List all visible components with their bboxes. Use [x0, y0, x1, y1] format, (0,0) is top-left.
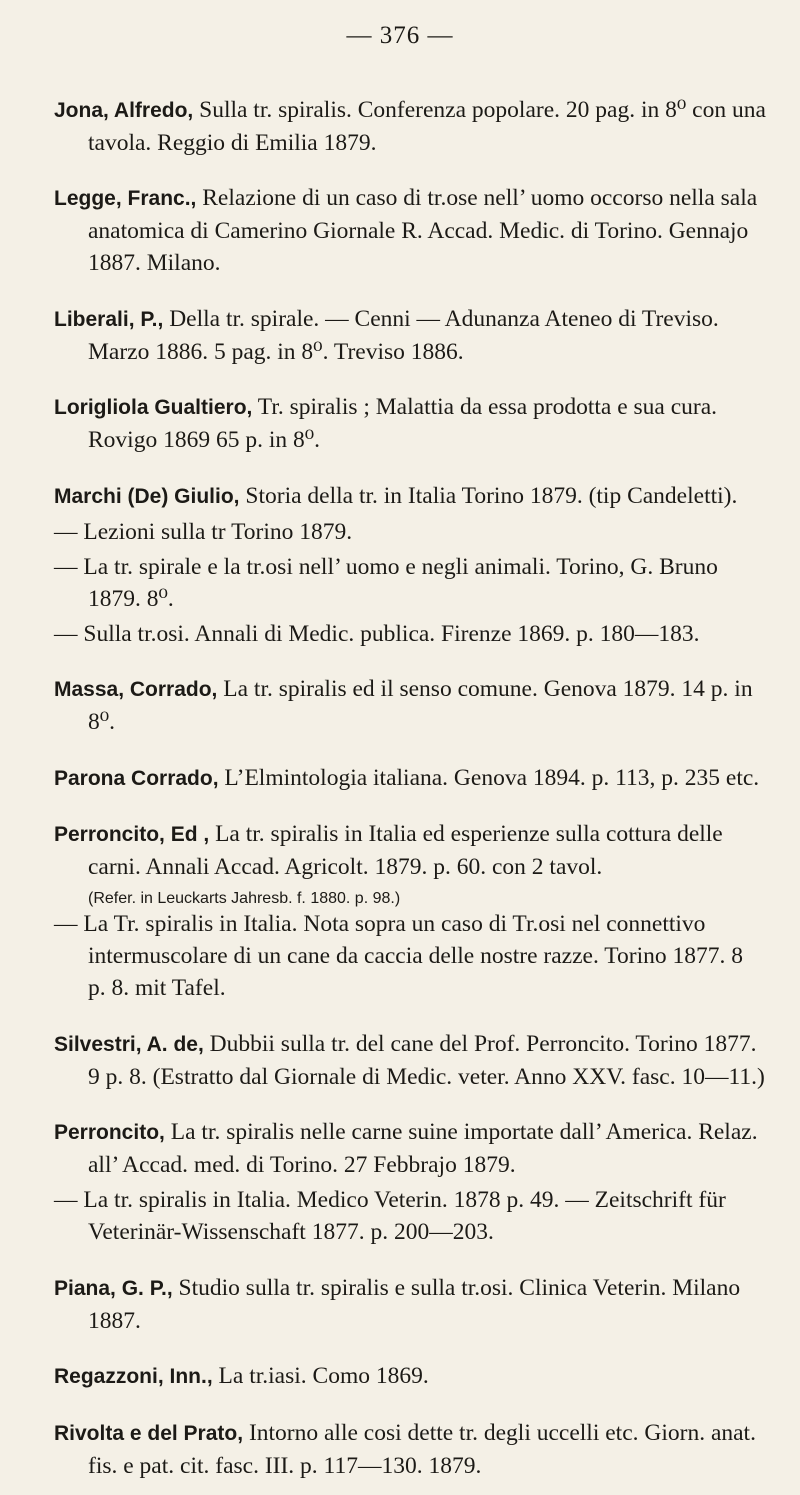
- entry-text: L’Elmintologia italiana. Genova 1894. p. 113, p. 235 etc.: [218, 764, 760, 791]
- entry-author: Massa, Corrado,: [54, 678, 218, 701]
- bibliography-entry: [54, 182, 766, 279]
- entry-text: La tr. spiralis in Italia ed esperienze sulla cottura delle carni. Annali Accad. Agricolt. 1879. p. 60. con 2 tavol.: [88, 821, 723, 880]
- entry-author: Silvestri, A. de,: [54, 1032, 204, 1056]
- bibliography-entry: [54, 516, 766, 548]
- entry-text: — La tr. spiralis in Italia. Medico Veterin. 1878 p. 49. — Zeitschrift für Veterinär-Wissenschaft 1877. p. 200—203.: [54, 1187, 726, 1245]
- bibliography-entry: [54, 618, 766, 650]
- page-number: — 376 —: [346, 22, 454, 49]
- entry-text: — La Tr. spiralis in Italia. Nota sopra un caso di Tr.osi nel connettivo intermuscolare di un cane da caccia delle nostre razze. Torino 1877. 8 p. 8. mit Tafel.: [54, 911, 743, 1001]
- entry-text: — Sulla tr.osi. Annali di Medic. publica. Firenze 1869. p. 180—183.: [54, 620, 700, 647]
- bibliography-entry: [54, 1028, 766, 1093]
- bibliography-entry: [54, 1360, 766, 1393]
- bibliography-entry: [54, 94, 766, 159]
- bibliography-entry: [54, 1116, 766, 1181]
- entry-author: Piana, G. P.,: [54, 1276, 173, 1300]
- entry-text: Della tr. spirale. — Cenni — Adunanza Ateneo di Treviso. Marzo 1886. 5 pag. in 8⁰. Treviso 1886.: [88, 305, 719, 365]
- bibliography-entry: [54, 303, 766, 368]
- bibliography-entry: [54, 1184, 766, 1248]
- bibliography-entry: [54, 818, 766, 883]
- entry-author: Jona, Alfredo,: [54, 98, 194, 122]
- bibliography-entry: [54, 1417, 766, 1482]
- entry-text: La tr. spiralis nelle carne suine importate dall’ America. Relaz. all’ Accad. med. di Torino. 27 Febbrajo 1879.: [88, 1119, 758, 1178]
- bibliography-entry: [54, 1272, 766, 1337]
- entry-text: Sulla tr. spiralis. Conferenza popolare. 20 pag. in 8⁰ con una tavola. Reggio di Emilia 1879.: [88, 96, 766, 156]
- entry-text: — Lezioni sulla tr Torino 1879.: [54, 518, 353, 545]
- entry-author: Lorigliola Gualtiero,: [54, 396, 253, 419]
- entry-author: Perroncito,: [54, 1121, 165, 1144]
- entry-text: Studio sulla tr. spiralis e sulla tr.osi. Clinica Veterin. Milano 1887.: [88, 1274, 741, 1334]
- entry-text: Relazione di un caso di tr.ose nell’ uomo occorso nella sala anatomica di Camerino Giornale R. Accad. Medic. di Torino. Gennajo 1887. Milano.: [88, 185, 758, 276]
- entry-text: La tr.iasi. Como 1869.: [212, 1363, 429, 1389]
- reference-note: (Refer. in Leuckarts Jahresb. f. 1880. p. 98.): [88, 890, 401, 907]
- bibliography-entry: [54, 391, 766, 456]
- entry-text: — La tr. spirale e la tr.osi nell’ uomo e negli animali. Torino, G. Bruno 1879. 8⁰.: [54, 553, 718, 612]
- entry-text: Dubbii sulla tr. del cane del Prof. Perroncito. Torino 1877. 9 p. 8. (Estratto dal Giornale di Medic. veter. Anno XXV. fasc. 10—11.): [88, 1030, 765, 1090]
- bibliography-entry: [54, 551, 766, 615]
- entry-text: La tr. spiralis ed il senso comune. Genova 1879. 14 p. in 8⁰.: [88, 676, 753, 735]
- entry-text: Storia della tr. in Italia Torino 1879. (tip Candeletti).: [239, 482, 738, 509]
- entry-author: Liberali, P.,: [54, 307, 164, 331]
- entry-text: Intorno alle cosi dette tr. degli uccelli etc. Giorn. anat. fis. e pat. cit. fasc. III. p. 117—130. 1879.: [88, 1419, 756, 1479]
- bibliography-entry: [54, 480, 766, 513]
- entry-author: Regazzoni, Inn.,: [54, 1365, 213, 1388]
- entry-author: Perroncito, Ed ,: [54, 823, 210, 846]
- entry-author: Rivolta e del Prato,: [54, 1421, 244, 1445]
- bibliography-entry: [54, 908, 766, 1004]
- entry-author: Legge, Franc.,: [54, 187, 197, 210]
- entry-text: Tr. spiralis ; Malattia da essa prodotta e sua cura. Rovigo 1869 65 p. in 8⁰.: [88, 394, 718, 453]
- entry-author: Marchi (De) Giulio,: [54, 484, 240, 508]
- bibliography-entry: [54, 673, 766, 738]
- bibliography-list: [54, 70, 766, 1495]
- bibliography-entry: [54, 762, 766, 795]
- entry-author: Parona Corrado,: [54, 766, 219, 790]
